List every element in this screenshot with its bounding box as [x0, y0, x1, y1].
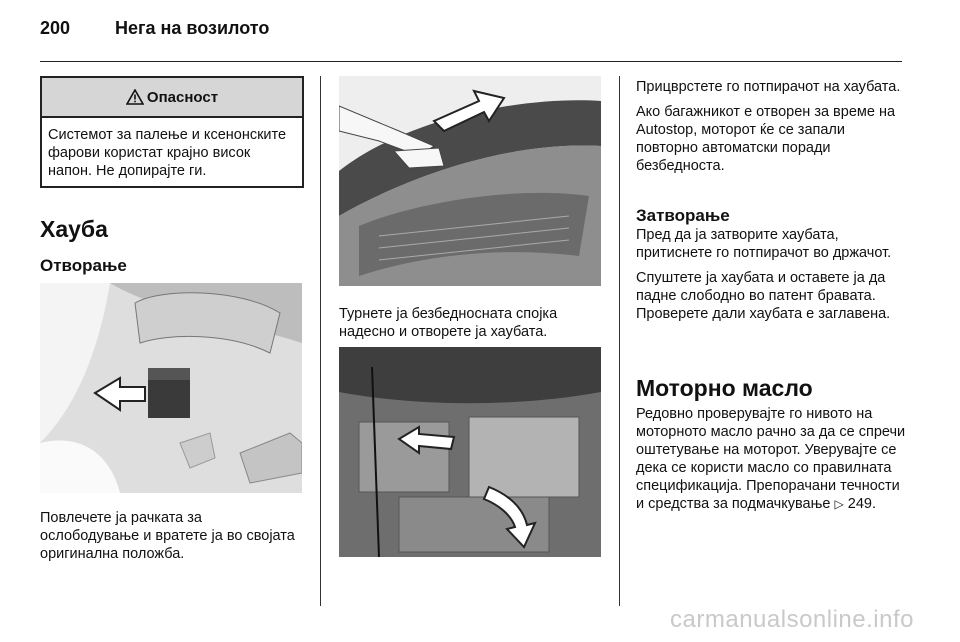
closing-paragraph-1: Пред да ја затворите хаубата, притиснете го потпирачот во држачот.	[636, 227, 892, 261]
engine-oil-page-ref[interactable]: 249.	[847, 496, 876, 512]
page-title: Нега на возилото	[115, 18, 270, 38]
warning-box	[40, 76, 304, 188]
prop-rod-text: Прицврстете го потпирачот на хаубата.	[636, 79, 901, 95]
hood-heading: Хауба	[40, 216, 108, 242]
hood-release-lever-image	[40, 283, 302, 493]
engine-oil-body: Редовно проверувајте го нивото на моторното масло рачно за да се спречи оштетување на моторот. Уверувајте се дека се користи масло со правилната спецификација. Препорачани течности и средства за подмачкување	[636, 406, 906, 512]
warning-triangle-icon	[126, 89, 144, 105]
closing-text	[636, 226, 906, 330]
page-reference-icon: ▷	[834, 497, 844, 511]
watermark: carmanualsonline.info	[670, 606, 914, 633]
engine-oil-heading: Моторно масло	[636, 375, 813, 401]
header-divider	[40, 61, 902, 62]
warning-header	[42, 78, 302, 118]
engine-oil-text	[636, 405, 908, 513]
column3-top-text	[636, 78, 906, 182]
closing-heading: Затворање	[636, 206, 730, 225]
hood-latch-image	[339, 76, 601, 286]
page-header	[40, 18, 269, 39]
warning-text: Системот за палење и ксенонските фарови користат крајно висок напон. Не допирајте ги.	[48, 127, 287, 179]
autostop-text: Ако багажникот е отворен за време на Autostop, моторот ќе се запали повторно автоматски поради безбедноста.	[636, 104, 896, 174]
column-divider-2	[619, 76, 620, 606]
opening-heading: Отворање	[40, 256, 127, 275]
closing-paragraph-2: Спуштете ја хаубата и оставете ја да падне слободно во патент бравата. Проверете дали хаубата е заглавена.	[636, 270, 891, 322]
engine-bay-image	[339, 347, 601, 557]
page-number: 200	[40, 18, 71, 38]
opening-caption: Повлечете ја рачката за ослободување и вратете ја во својата оригинална положба.	[40, 510, 295, 562]
latch-caption: Турнете ја безбедносната спојка надесно и отворете ја хаубата.	[339, 306, 558, 340]
warning-title: Опасност	[146, 88, 219, 106]
column-divider-1	[320, 76, 321, 606]
